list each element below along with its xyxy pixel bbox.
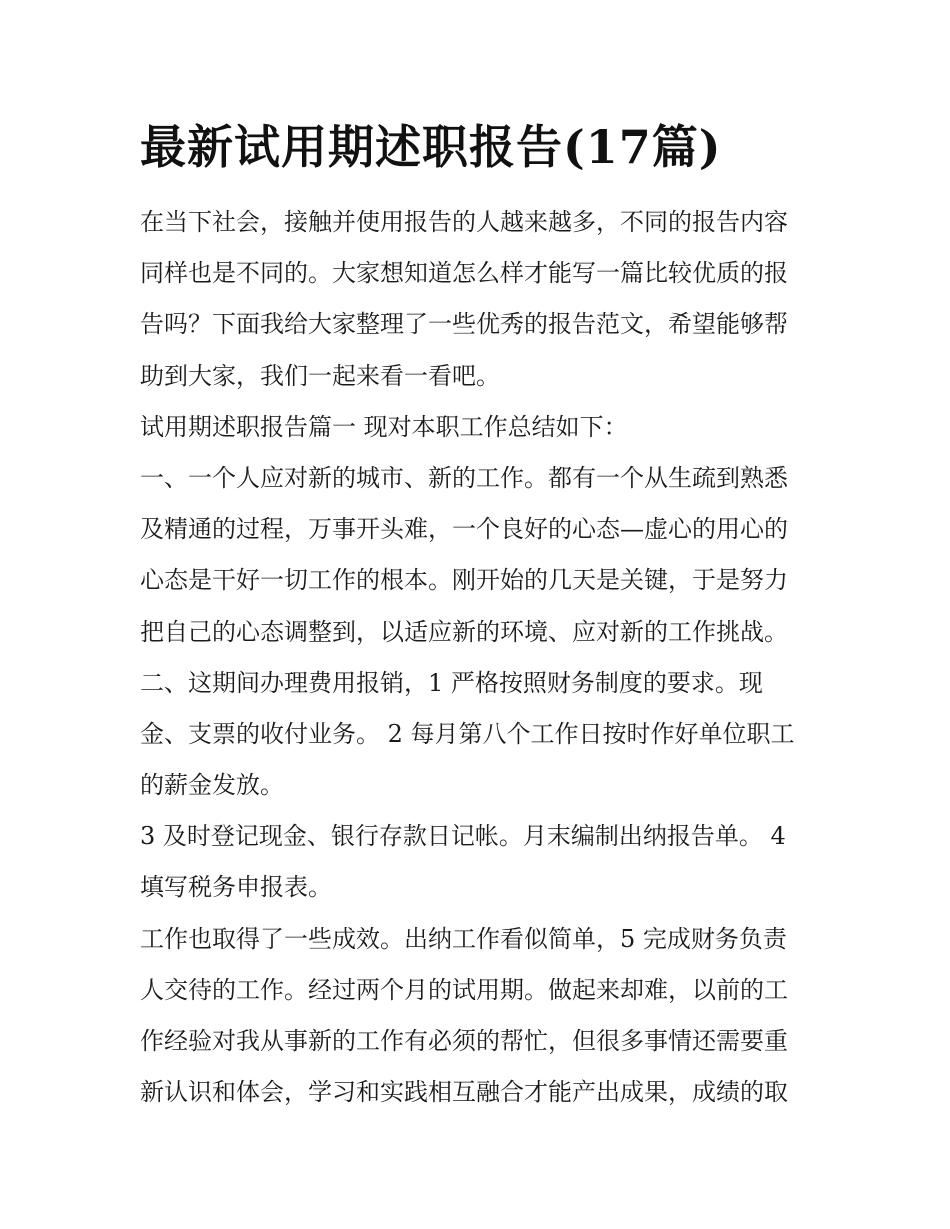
body-line-2: 同样也是不同的。大家想知道怎么样才能写一篇比较优质的报 xyxy=(140,259,788,288)
body-line-13: 3 及时登记现金、银行存款日记帐。月末编制出纳报告单。 4 xyxy=(140,822,786,851)
body-line-17: 作经验对我从事新的工作有必须的帮忙，但很多事情还需要重 xyxy=(140,1027,788,1055)
body-line-5: 试用期述职报告篇一 现对本职工作总结如下： xyxy=(140,412,628,441)
body-line-10: 二、这期间办理费用报销，1 严格按照财务制度的要求。现 xyxy=(140,668,763,697)
body-line-4: 助到大家，我们一起来看一看吧。 xyxy=(140,361,500,390)
body-line-8: 心态是干好一切工作的根本。刚开始的几天是关键，于是努力 xyxy=(140,566,788,595)
body-line-16: 人交待的工作。经过两个月的试用期。做起来却难，以前的工 xyxy=(140,975,788,1004)
body-line-15: 工作也取得了一些成效。出纳工作看似简单，5 完成财务负责 xyxy=(140,924,787,953)
document-body xyxy=(140,197,820,1118)
body-line-1: 在当下社会，接触并使用报告的人越来越多，不同的报告内容 xyxy=(140,208,788,236)
body-line-14: 填写税务申报表。 xyxy=(140,873,332,902)
body-line-6: 一、一个人应对新的城市、新的工作。都有一个从生疏到熟悉 xyxy=(140,463,788,492)
body-line-18: 新认识和体会，学习和实践相互融合才能产出成果，成绩的取 xyxy=(140,1078,788,1107)
document-title: 最新试用期述职报告(17篇) xyxy=(140,120,722,174)
body-line-12: 的薪金发放。 xyxy=(140,771,284,800)
body-line-3: 告吗？下面我给大家整理了一些优秀的报告范文，希望能够帮 xyxy=(140,310,788,339)
body-line-11: 金、支票的收付业务。 2 每月第八个工作日按时作好单位职工 xyxy=(140,719,795,748)
body-line-9: 把自己的心态调整到，以适应新的环境、应对新的工作挑战。 xyxy=(140,617,788,646)
body-line-7: 及精通的过程，万事开头难，一个良好的心态—虚心的用心的 xyxy=(140,515,788,544)
